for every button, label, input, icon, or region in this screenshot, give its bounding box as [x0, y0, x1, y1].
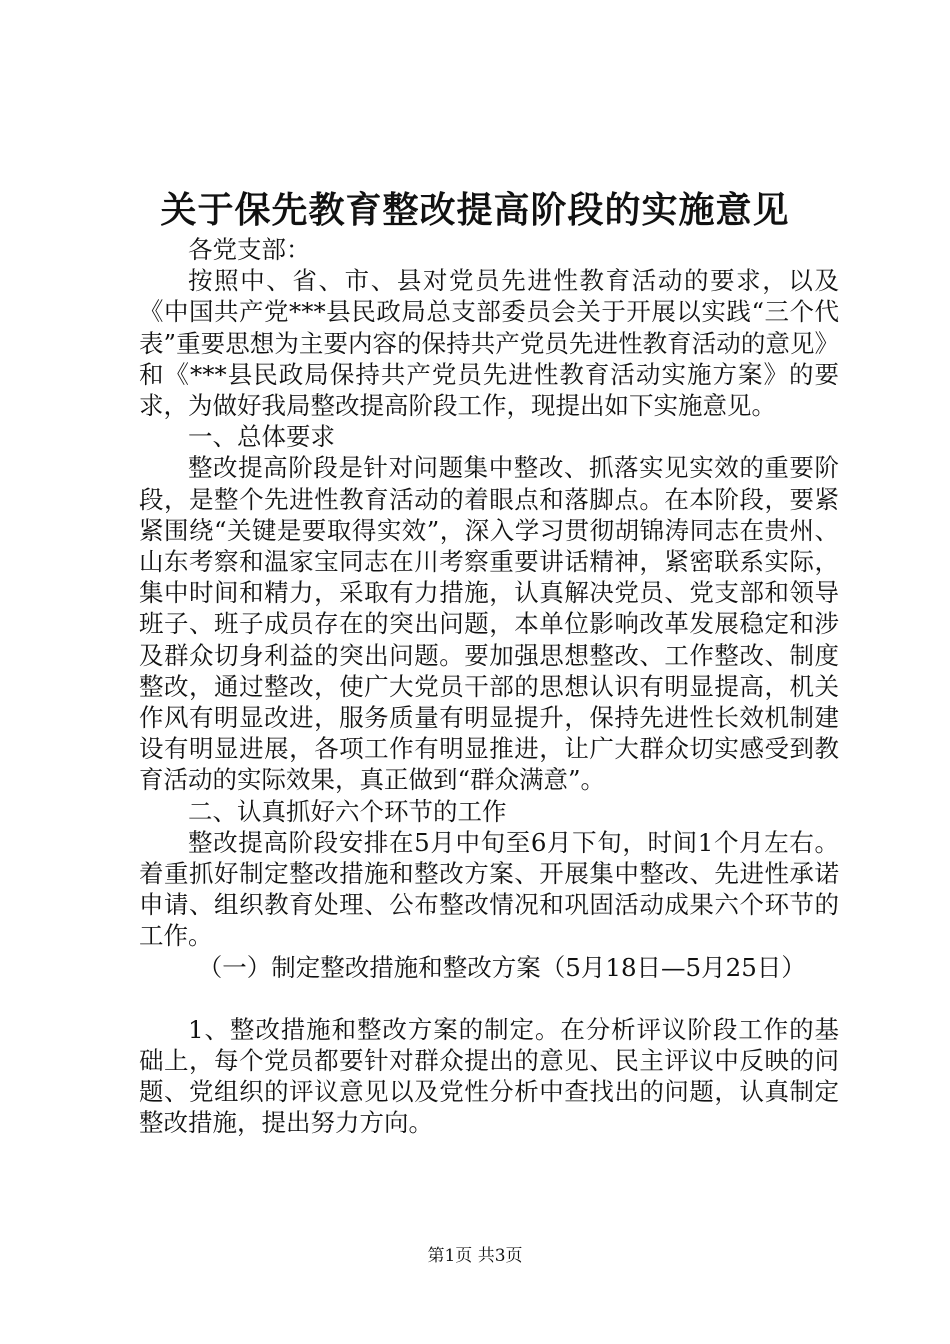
subsection-1-heading: （一）制定整改措施和整改方案（5月18日—5月25日） — [197, 952, 806, 982]
page-footer: 第1页 共3页 — [427, 1246, 523, 1266]
section-1-heading: 一、总体要求 — [188, 422, 335, 452]
intro-paragraph: 按照中、省、市、县对党员先进性教育活动的要求，以及《中国共产党***县民政局总支部委员会关于开展以实践“三个代表”重要思想为主要内容的保持共产党员先进性教育活动的意见》和《***县民政局保持共产党员先进性教育活动实施方案》的要求，为做好我局整改提高阶段工作，现提出如下实施意见。 — [139, 266, 839, 421]
section-2-paragraph: 整改提高阶段安排在5月中旬至6月下旬，时间1个月左右。着重抓好制定整改措施和整改方案、开展集中整改、先进性承诺申请、组织教育处理、公布整改情况和巩固活动成果六个环节的工作。 — [139, 827, 839, 951]
salutation: 各党支部： — [188, 235, 311, 264]
section-1-paragraph: 整改提高阶段是针对问题集中整改、抓落实见实效的重要阶段，是整个先进性教育活动的着眼点和落脚点。在本阶段，要紧紧围绕“关键是要取得实效”，深入学习贯彻胡锦涛同志在贵州、山东考察和温家宝同志在川考察重要讲话精神，紧密联系实际，集中时间和精力，采取有力措施，认真解决党员、党支部和领导班子、班子成员存在的突出问题，本单位影响改革发展稳定和涉及群众切身利益的突出问题。要加强思想整改、工作整改、制度整改，通过整改，使广大党员干部的思想认识有明显提高，机关作风有明显改进，服务质量有明显提升，保持先进性长效机制建设有明显进展，各项工作有明显推进，让广大群众切实感受到教育活动的实际效果，真正做到“群众满意”。 — [139, 453, 839, 795]
section-2-heading: 二、认真抓好六个环节的工作 — [188, 796, 507, 826]
item-1-paragraph: 1、整改措施和整改方案的制定。在分析评议阶段工作的基础上，每个党员都要针对群众提出的意见、民主评议中反映的问题、党组织的评议意见以及党性分析中查找出的问题，认真制定整改措施，提出努力方向。 — [139, 1014, 839, 1138]
document-body — [139, 234, 839, 1139]
document-title: 关于保先教育整改提高阶段的实施意见 — [160, 189, 790, 231]
